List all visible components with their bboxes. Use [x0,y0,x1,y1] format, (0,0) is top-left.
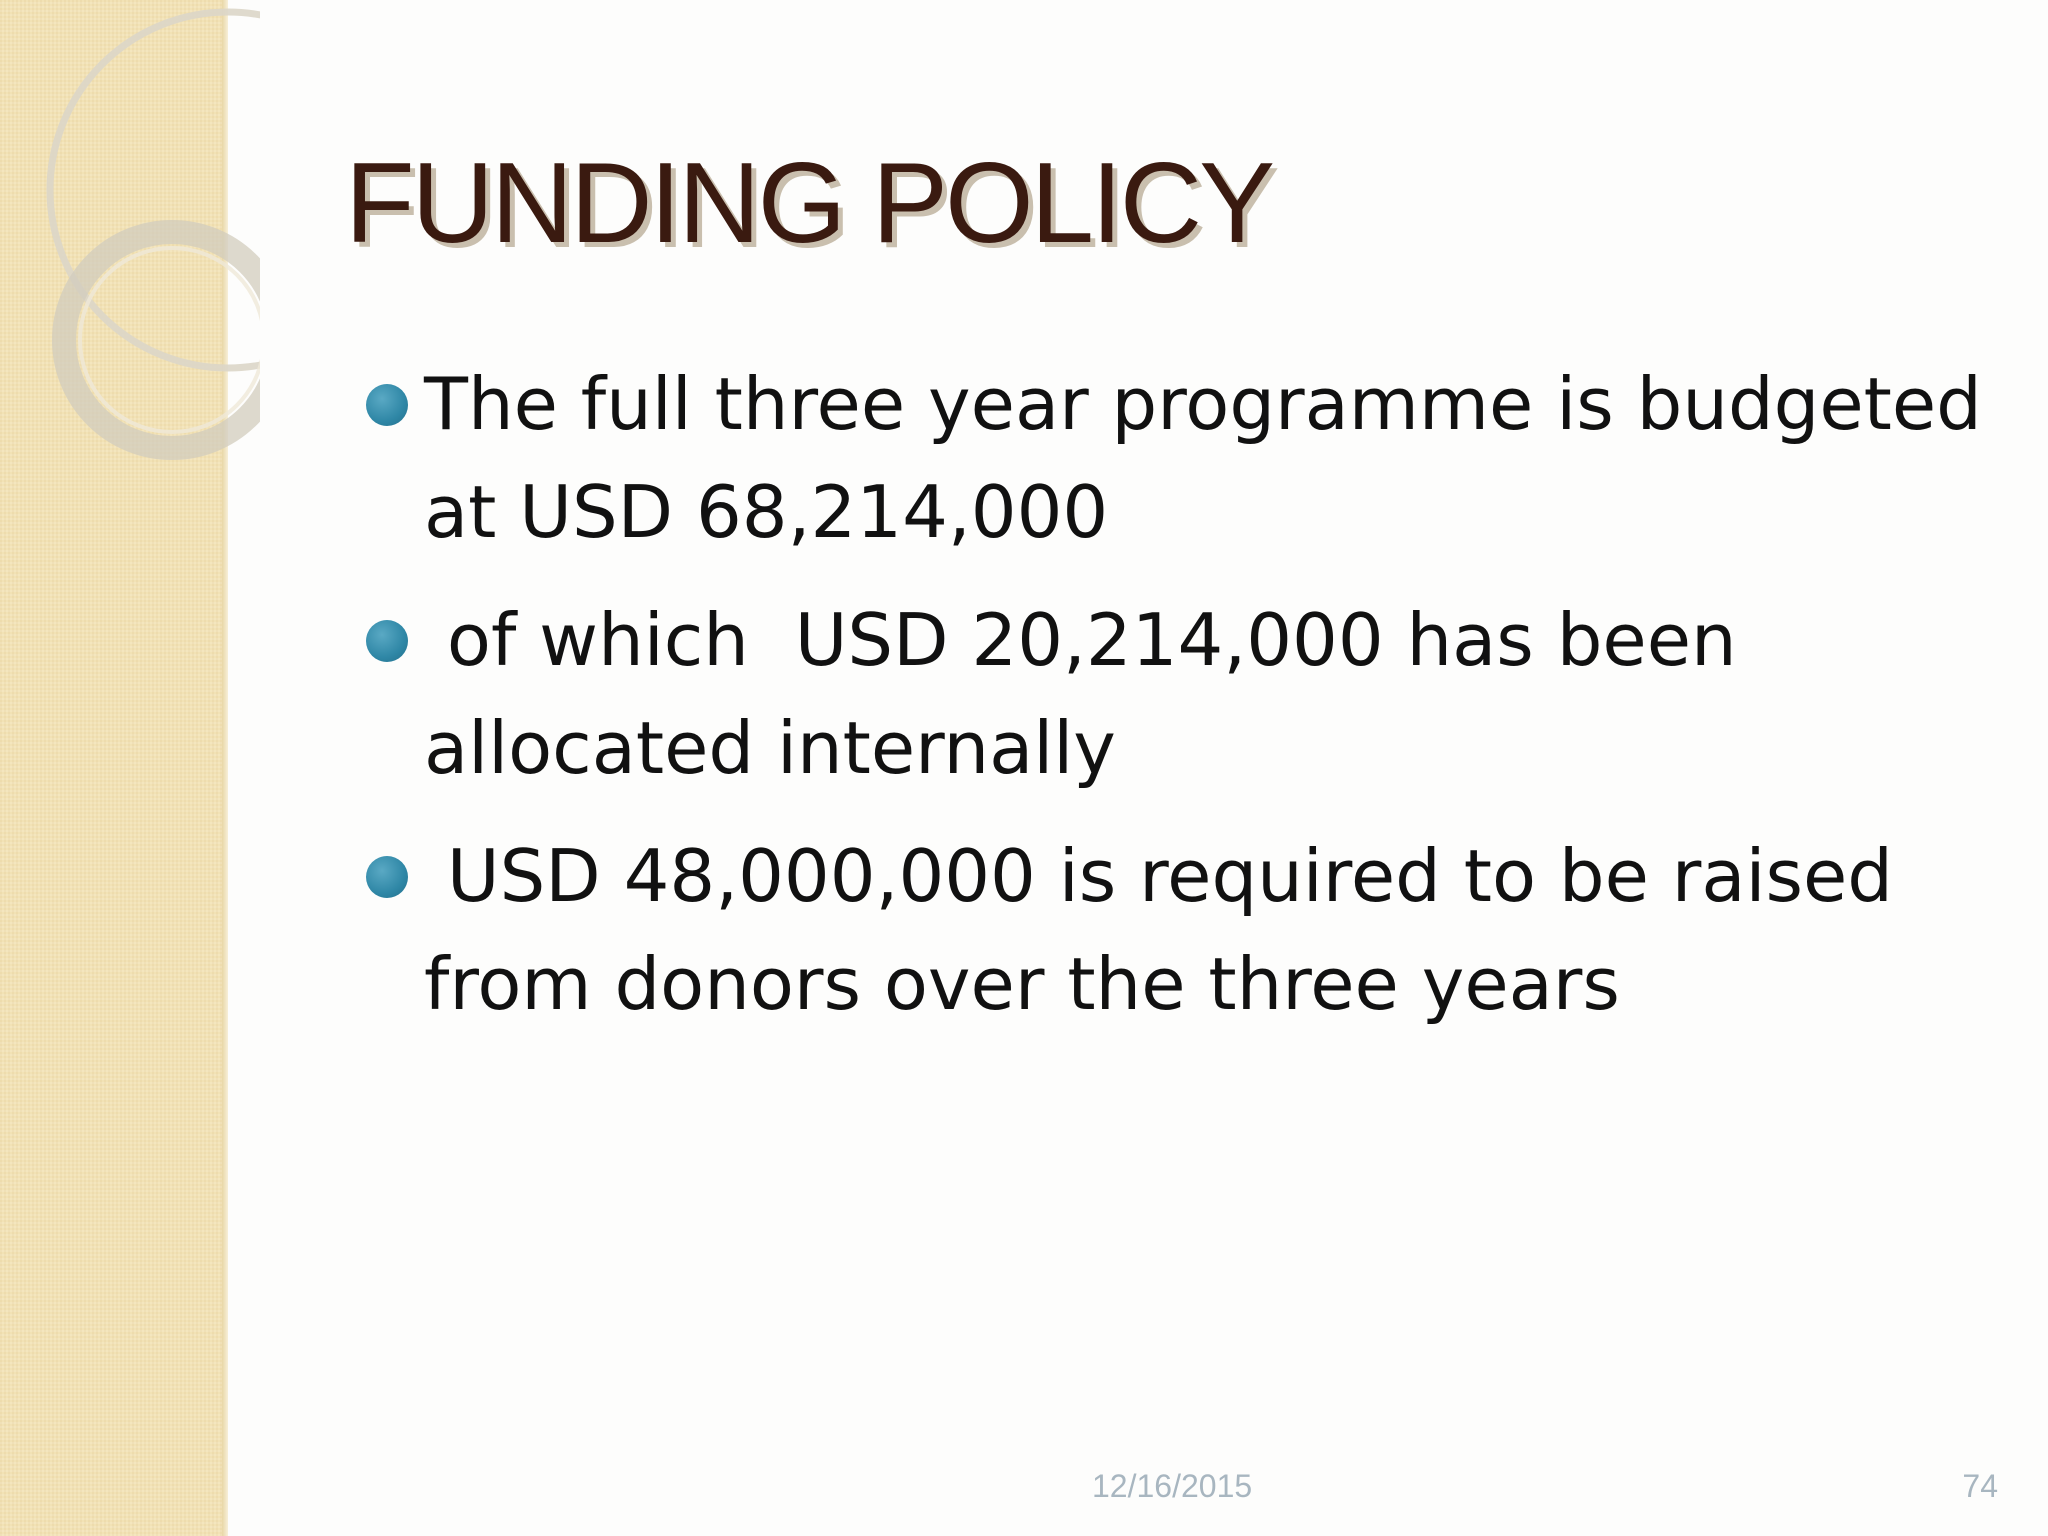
bullet-item [360,822,2000,1038]
page-number: 74 [1962,1468,1998,1504]
decorative-ring-small [64,232,260,448]
slide-title: FUNDING POLICY [345,140,1273,267]
decorative-ring-small-inner [80,248,260,432]
bullet-dot-icon [366,856,408,898]
bullet-text: USD 48,000,000 is required to be raised from donors over the three years [424,834,1916,1026]
bullet-list [360,350,2000,1058]
footer-date: 12/16/2015 [1092,1468,1253,1504]
bullet-dot-icon [366,384,408,426]
bullet-text: of which USD 20,214,000 has been allocated internally [424,598,1760,790]
decorative-rings [0,0,260,520]
bullet-text: The full three year programme is budgeted at USD 68,214,000 [424,362,1982,554]
bullet-item [360,350,2000,566]
bullet-dot-icon [366,620,408,662]
bullet-item [360,586,2000,802]
